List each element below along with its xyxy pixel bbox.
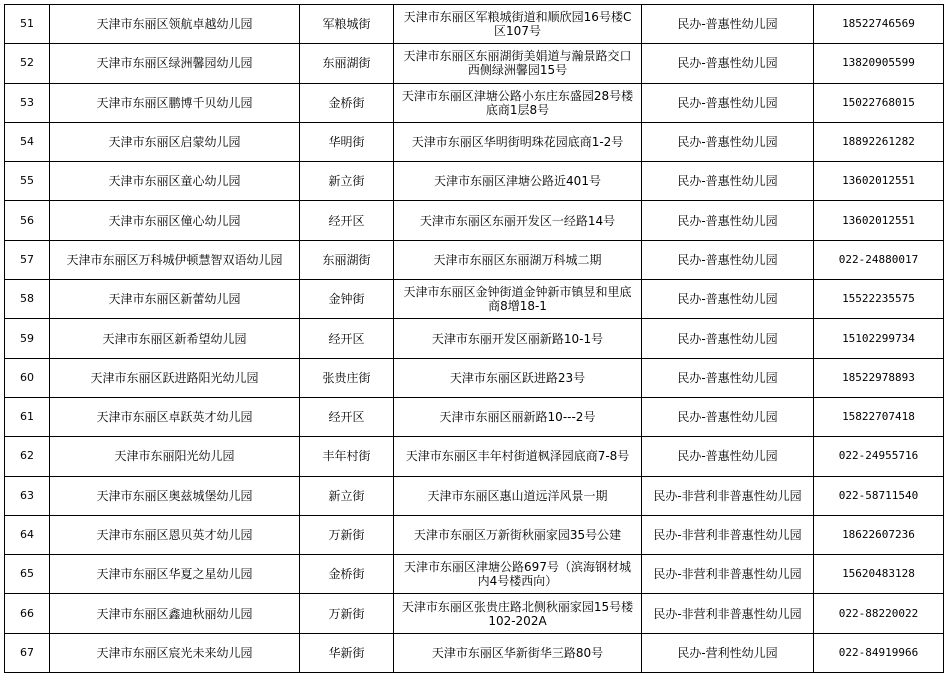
kindergarten-name-cell: 天津市东丽区僮心幼儿园 xyxy=(50,201,300,240)
table-row xyxy=(5,437,944,476)
street-cell: 金钟街 xyxy=(300,280,394,319)
kindergarten-name-cell: 天津市东丽区新希望幼儿园 xyxy=(50,319,300,358)
table-row xyxy=(5,476,944,515)
type-cell: 民办-非营利非普惠性幼儿园 xyxy=(642,515,814,554)
kindergarten-name-cell: 天津市东丽区跃进路阳光幼儿园 xyxy=(50,358,300,397)
kindergarten-name-cell: 天津市东丽区宸光未来幼儿园 xyxy=(50,633,300,672)
street-cell: 万新街 xyxy=(300,515,394,554)
type-cell: 民办-非营利非普惠性幼儿园 xyxy=(642,476,814,515)
street-cell: 金桥街 xyxy=(300,83,394,122)
kindergarten-name-cell: 天津市东丽区卓跃英才幼儿园 xyxy=(50,397,300,436)
row-number-cell: 64 xyxy=(5,515,50,554)
table-row xyxy=(5,594,944,633)
row-number-cell: 62 xyxy=(5,437,50,476)
address-cell: 天津市东丽区丰年村街道枫泽园底商7-8号 xyxy=(394,437,642,476)
row-number-cell: 54 xyxy=(5,122,50,161)
kindergarten-name-cell: 天津市东丽区鹏博千贝幼儿园 xyxy=(50,83,300,122)
street-cell: 金桥街 xyxy=(300,555,394,594)
phone-cell: 022-24955716 xyxy=(814,437,944,476)
phone-cell: 18522746569 xyxy=(814,5,944,44)
kindergarten-name-cell: 天津市东丽区华夏之星幼儿园 xyxy=(50,555,300,594)
table-row xyxy=(5,83,944,122)
type-cell: 民办-非营利非普惠性幼儿园 xyxy=(642,594,814,633)
street-cell: 经开区 xyxy=(300,319,394,358)
address-cell: 天津市东丽区东丽湖万科城二期 xyxy=(394,240,642,279)
kindergarten-name-cell: 天津市东丽区童心幼儿园 xyxy=(50,162,300,201)
address-cell: 天津市东丽区惠山道远洋风景一期 xyxy=(394,476,642,515)
row-number-cell: 57 xyxy=(5,240,50,279)
row-number-cell: 59 xyxy=(5,319,50,358)
type-cell: 民办-普惠性幼儿园 xyxy=(642,83,814,122)
row-number-cell: 60 xyxy=(5,358,50,397)
address-cell: 天津市东丽区华新街华三路80号 xyxy=(394,633,642,672)
phone-cell: 18622607236 xyxy=(814,515,944,554)
type-cell: 民办-普惠性幼儿园 xyxy=(642,358,814,397)
row-number-cell: 66 xyxy=(5,594,50,633)
table-row xyxy=(5,555,944,594)
address-cell: 天津市东丽区东丽开发区一经路14号 xyxy=(394,201,642,240)
table-row xyxy=(5,122,944,161)
row-number-cell: 67 xyxy=(5,633,50,672)
type-cell: 民办-普惠性幼儿园 xyxy=(642,240,814,279)
table-row xyxy=(5,240,944,279)
phone-cell: 022-84919966 xyxy=(814,633,944,672)
phone-cell: 022-58711540 xyxy=(814,476,944,515)
table-row xyxy=(5,44,944,83)
street-cell: 华明街 xyxy=(300,122,394,161)
address-cell: 天津市东丽区津塘公路小东庄东盛园28号楼底商1层8号 xyxy=(394,83,642,122)
type-cell: 民办-普惠性幼儿园 xyxy=(642,5,814,44)
street-cell: 新立街 xyxy=(300,476,394,515)
kindergarten-table xyxy=(4,4,944,673)
table-row xyxy=(5,280,944,319)
kindergarten-name-cell: 天津市东丽区启蒙幼儿园 xyxy=(50,122,300,161)
table-row xyxy=(5,5,944,44)
street-cell: 东丽湖街 xyxy=(300,240,394,279)
type-cell: 民办-普惠性幼儿园 xyxy=(642,280,814,319)
type-cell: 民办-普惠性幼儿园 xyxy=(642,201,814,240)
kindergarten-name-cell: 天津市东丽区新蕾幼儿园 xyxy=(50,280,300,319)
phone-cell: 13820905599 xyxy=(814,44,944,83)
row-number-cell: 61 xyxy=(5,397,50,436)
phone-cell: 15620483128 xyxy=(814,555,944,594)
street-cell: 军粮城街 xyxy=(300,5,394,44)
phone-cell: 022-24880017 xyxy=(814,240,944,279)
kindergarten-name-cell: 天津市东丽区领航卓越幼儿园 xyxy=(50,5,300,44)
type-cell: 民办-普惠性幼儿园 xyxy=(642,122,814,161)
table-row xyxy=(5,633,944,672)
address-cell: 天津市东丽区万新街秋丽家园35号公建 xyxy=(394,515,642,554)
table-row xyxy=(5,515,944,554)
row-number-cell: 55 xyxy=(5,162,50,201)
kindergarten-name-cell: 天津市东丽区万科城伊顿慧智双语幼儿园 xyxy=(50,240,300,279)
address-cell: 天津市东丽区跃进路23号 xyxy=(394,358,642,397)
street-cell: 经开区 xyxy=(300,397,394,436)
phone-cell: 13602012551 xyxy=(814,201,944,240)
type-cell: 民办-非营利非普惠性幼儿园 xyxy=(642,555,814,594)
kindergarten-name-cell: 天津市东丽区恩贝英才幼儿园 xyxy=(50,515,300,554)
type-cell: 民办-普惠性幼儿园 xyxy=(642,162,814,201)
kindergarten-name-cell: 天津市东丽区绿洲馨园幼儿园 xyxy=(50,44,300,83)
address-cell: 天津市东丽区丽新路10---2号 xyxy=(394,397,642,436)
table-row xyxy=(5,201,944,240)
phone-cell: 13602012551 xyxy=(814,162,944,201)
table-row xyxy=(5,319,944,358)
row-number-cell: 52 xyxy=(5,44,50,83)
street-cell: 经开区 xyxy=(300,201,394,240)
phone-cell: 15102299734 xyxy=(814,319,944,358)
phone-cell: 15822707418 xyxy=(814,397,944,436)
phone-cell: 18522978893 xyxy=(814,358,944,397)
phone-cell: 15022768015 xyxy=(814,83,944,122)
kindergarten-name-cell: 天津市东丽阳光幼儿园 xyxy=(50,437,300,476)
type-cell: 民办-普惠性幼儿园 xyxy=(642,437,814,476)
row-number-cell: 63 xyxy=(5,476,50,515)
street-cell: 东丽湖街 xyxy=(300,44,394,83)
type-cell: 民办-普惠性幼儿园 xyxy=(642,397,814,436)
phone-cell: 022-88220022 xyxy=(814,594,944,633)
address-cell: 天津市东丽区华明街明珠花园底商1-2号 xyxy=(394,122,642,161)
row-number-cell: 53 xyxy=(5,83,50,122)
type-cell: 民办-营利性幼儿园 xyxy=(642,633,814,672)
address-cell: 天津市东丽区金钟街道金钟新市镇昱和里底商8增18-1 xyxy=(394,280,642,319)
phone-cell: 18892261282 xyxy=(814,122,944,161)
street-cell: 丰年村街 xyxy=(300,437,394,476)
table-row xyxy=(5,397,944,436)
address-cell: 天津市东丽区军粮城街道和顺欣园16号楼C区107号 xyxy=(394,5,642,44)
row-number-cell: 56 xyxy=(5,201,50,240)
kindergarten-name-cell: 天津市东丽区鑫迪秋丽幼儿园 xyxy=(50,594,300,633)
row-number-cell: 58 xyxy=(5,280,50,319)
table-body xyxy=(5,5,944,673)
address-cell: 天津市东丽区津塘公路近401号 xyxy=(394,162,642,201)
table-row xyxy=(5,162,944,201)
row-number-cell: 65 xyxy=(5,555,50,594)
street-cell: 华新街 xyxy=(300,633,394,672)
street-cell: 新立街 xyxy=(300,162,394,201)
address-cell: 天津市东丽区津塘公路697号（滨海钢材城内4号楼西向） xyxy=(394,555,642,594)
street-cell: 张贵庄街 xyxy=(300,358,394,397)
table-row xyxy=(5,358,944,397)
type-cell: 民办-普惠性幼儿园 xyxy=(642,319,814,358)
street-cell: 万新街 xyxy=(300,594,394,633)
address-cell: 天津市东丽区张贵庄路北侧秋丽家园15号楼102-202A xyxy=(394,594,642,633)
address-cell: 天津市东丽开发区丽新路10-1号 xyxy=(394,319,642,358)
row-number-cell: 51 xyxy=(5,5,50,44)
type-cell: 民办-普惠性幼儿园 xyxy=(642,44,814,83)
address-cell: 天津市东丽区东丽湖街美娟道与瀚景路交口西侧绿洲馨园15号 xyxy=(394,44,642,83)
phone-cell: 15522235575 xyxy=(814,280,944,319)
kindergarten-name-cell: 天津市东丽区奥兹城堡幼儿园 xyxy=(50,476,300,515)
